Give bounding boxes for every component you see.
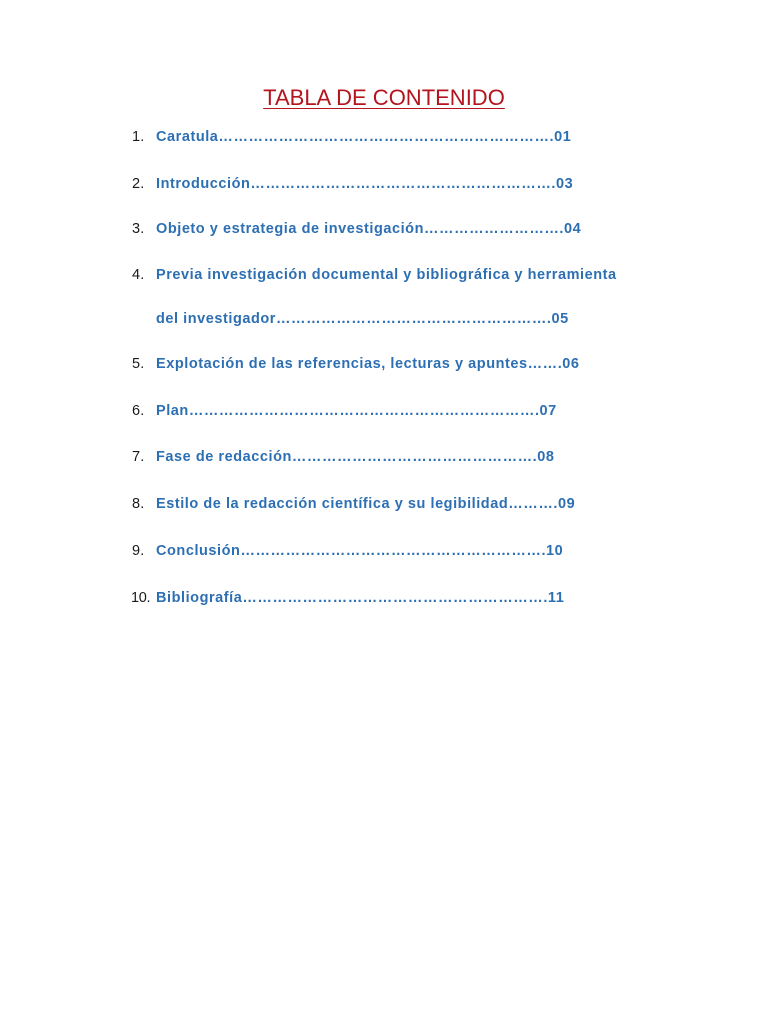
toc-item-text: Plan…………………………………………………………….07 [156, 403, 557, 419]
toc-item-number: 6. [132, 403, 145, 419]
toc-item-text: Fase de redacción………………………………………….08 [156, 449, 555, 465]
toc-item-text: Objeto y estrategia de investigación……………………….04 [156, 221, 582, 237]
toc-item-text-continuation: del investigador……………………………………………….05 [156, 311, 569, 327]
toc-item-number: 9. [132, 543, 145, 559]
toc-item-number: 1. [132, 129, 145, 145]
toc-item-number: 5. [132, 356, 145, 372]
toc-item-number: 8. [132, 496, 145, 512]
toc-item-text: Bibliografía…………………………………………………….11 [156, 590, 565, 606]
toc-item-number: 2. [132, 176, 145, 192]
toc-item-text: Introducción…………………………………………………….03 [156, 176, 574, 192]
toc-item-text: Conclusión…………………………………………………….10 [156, 543, 564, 559]
toc-item-number: 3. [132, 221, 145, 237]
toc-item-number: 10. [131, 590, 151, 606]
toc-item-text: Estilo de la redacción científica y su legibilidad……….09 [156, 496, 576, 512]
toc-item-text: Explotación de las referencias, lecturas y apuntes…….06 [156, 356, 580, 372]
toc-item-number: 4. [132, 267, 145, 283]
toc-item-text: Previa investigación documental y bibliográfica y herramienta [156, 267, 617, 283]
page-title: TABLA DE CONTENIDO [263, 85, 505, 110]
toc-item-number: 7. [132, 449, 145, 465]
toc-item-text: Caratula………………………………………………………….01 [156, 129, 572, 145]
